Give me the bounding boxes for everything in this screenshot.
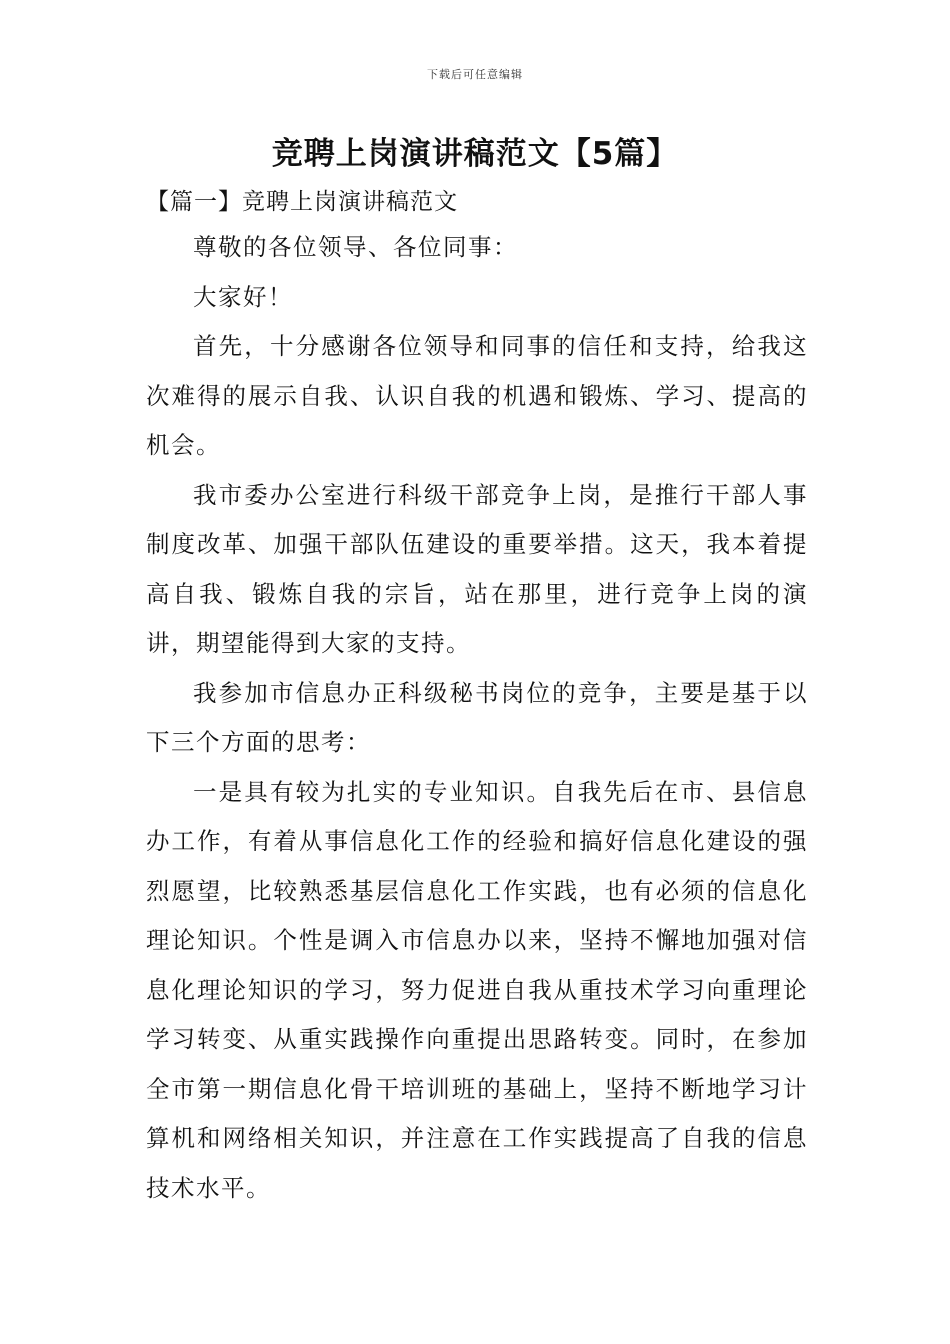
- body-paragraph: 我参加市信息办正科级秘书岗位的竞争，主要是基于以下三个方面的思考：: [146, 678, 808, 756]
- greeting-paragraph: 大家好！: [193, 282, 293, 311]
- salutation-paragraph: 尊敬的各位领导、各位同事：: [193, 233, 518, 261]
- header-note: 下载后可任意编辑: [427, 68, 523, 81]
- body-paragraph: 一是具有较为扎实的专业知识。自我先后在市、县信息办工作，有着从事信息化工作的经验和搞好信息化建设的强烈愿望，比较熟悉基层信息化工作实践，也有必须的信息化理论知识。个性是调入市信息办以来，坚持不懈地加强对信息化理论知识的学习，努力促进自我从重技术学习向重理论学习转变、从重实践操作向重提出思路转变。同时，在参加全市第一期信息化骨干培训班的基础上，坚持不断地学习计算机和网络相关知识，并注意在工作实践提高了自我的信息技术水平。: [146, 777, 808, 1202]
- section-heading: 【篇一】竞聘上岗演讲稿范文: [146, 189, 458, 215]
- body-paragraph: 首先，十分感谢各位领导和同事的信任和支持，给我这次难得的展示自我、认识自我的机遇和锻炼、学习、提高的机会。: [146, 332, 808, 459]
- body-paragraph: 我市委办公室进行科级干部竞争上岗，是推行干部人事制度改革、加强干部队伍建设的重要举措。这天，我本着提高自我、锻炼自我的宗旨，站在那里，进行竞争上岗的演讲，期望能得到大家的支持。: [146, 480, 808, 657]
- document-title: 竞聘上岗演讲稿范文【5篇】: [271, 136, 679, 172]
- document-body: [146, 223, 808, 1213]
